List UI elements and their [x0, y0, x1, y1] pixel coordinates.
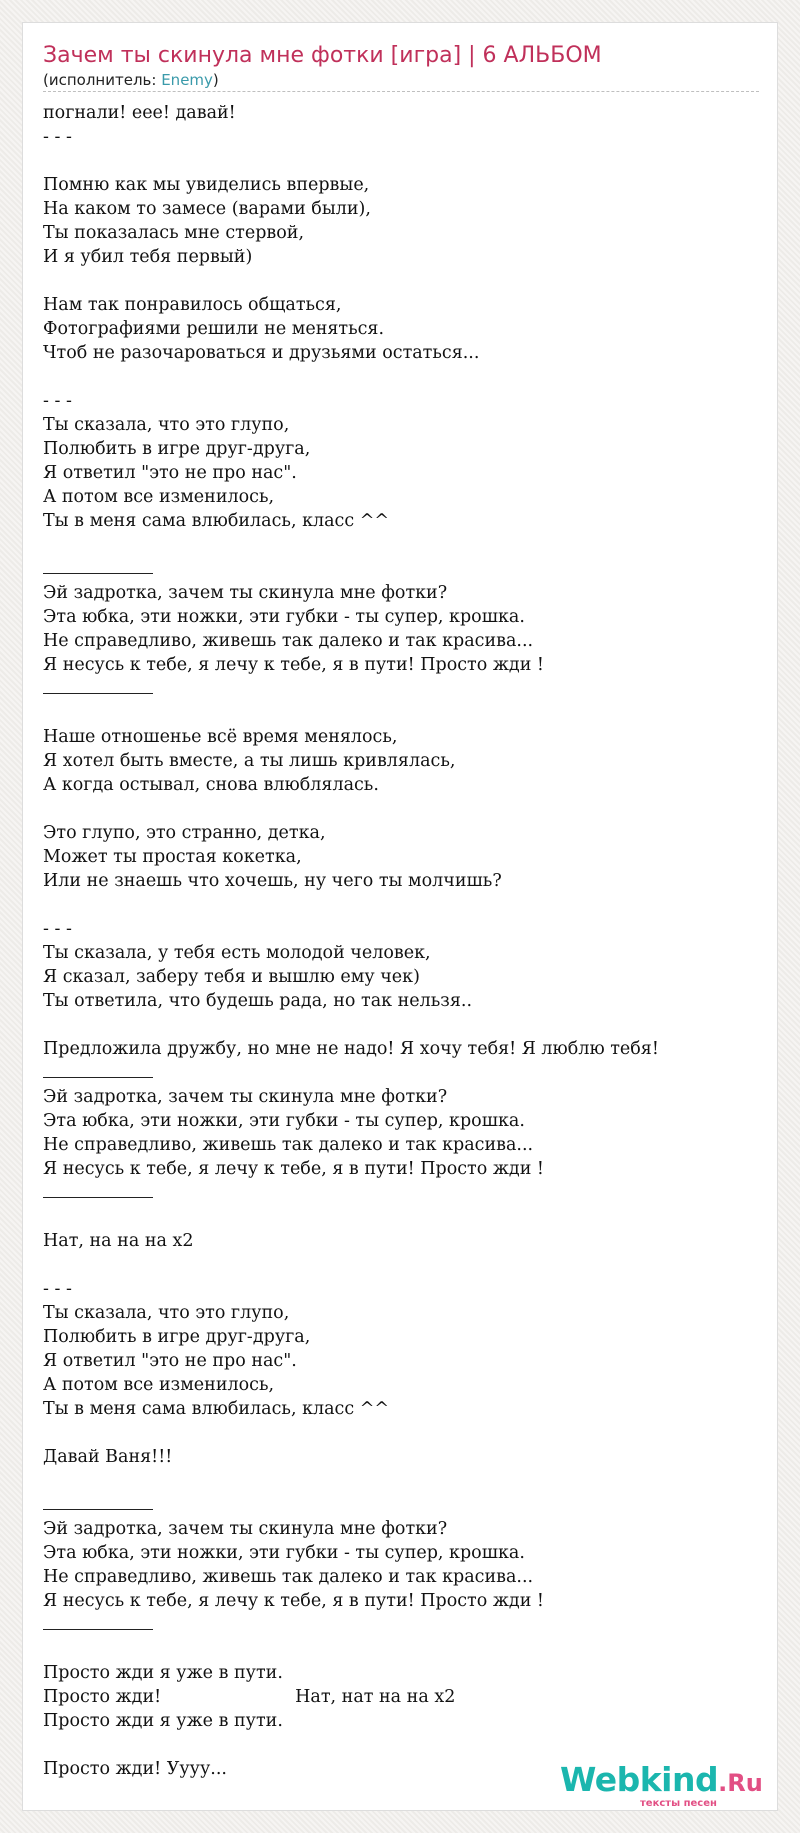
blank-line [43, 1013, 659, 1037]
lyric-line: Предложила дружбу, но мне не надо! Я хочу тебя! Я люблю тебя! [43, 1039, 659, 1059]
lyric-line: Чтоб не разочароваться и друзьями остаться... [43, 343, 480, 363]
header-divider [43, 91, 759, 92]
lyric-line: Не справедливо, живешь так далеко и так красива... [43, 1135, 534, 1155]
lyric-line: Не справедливо, живешь так далеко и так красива... [43, 631, 534, 651]
lyric-line: Давай Ваня!!! [43, 1447, 173, 1467]
lyric-line: Эй задротка, зачем ты скинула мне фотки? [43, 1519, 448, 1539]
lyric-line: Просто жди я уже в пути. [43, 1711, 283, 1731]
lyric-line: - - - [43, 127, 72, 147]
chorus-rule [43, 1181, 153, 1198]
lyric-line: Ты сказала, что это глупо, [43, 1303, 290, 1323]
chorus-rule [43, 1613, 153, 1630]
blank-line [43, 1421, 659, 1445]
lyric-line: Это глупо, это странно, детка, [43, 823, 326, 843]
blank-line [43, 533, 659, 557]
chorus-rule-line [43, 557, 659, 581]
blank-line [43, 1637, 659, 1661]
lyric-line: - - - [43, 391, 72, 411]
lyric-line: Я ответил "это не про нас". [43, 1351, 297, 1371]
lyric-line: Я несусь к тебе, я лечу к тебе, я в пути! Просто жди ! [43, 655, 544, 675]
logo-tagline: тексты песен [640, 1798, 717, 1809]
lyric-line: Ты в меня сама влюбилась, класс ^^ [43, 1399, 390, 1419]
lyric-line: Нат, на на на х2 [43, 1231, 194, 1251]
lyric-line: Наше отношенье всё время менялось, [43, 727, 398, 747]
lyric-line: Ты в меня сама влюбилась, класс ^^ [43, 511, 390, 531]
logo-domain: .Ru [718, 1769, 763, 1797]
lyric-line: Эта юбка, эти ножки, эти губки - ты супер, крошка. [43, 607, 525, 627]
lyric-line: Или не знаешь что хочешь, ну чего ты молчишь? [43, 871, 502, 891]
chorus-rule [43, 1061, 153, 1078]
chorus-rule [43, 557, 153, 574]
lyric-line: Просто жди я уже в пути. [43, 1663, 283, 1683]
chorus-rule-line [43, 1061, 659, 1085]
lyric-line: Может ты простая кокетка, [43, 847, 302, 867]
song-title: Зачем ты скинула мне фотки [игра] | 6 АЛЬБОМ [43, 43, 602, 68]
blank-line [43, 365, 659, 389]
lyric-line: Я несусь к тебе, я лечу к тебе, я в пути! Просто жди ! [43, 1591, 544, 1611]
lyric-line: Я сказал, заберу тебя и вышлю ему чек) [43, 967, 420, 987]
lyric-line: Не справедливо, живешь так далеко и так красива... [43, 1567, 534, 1587]
lyric-line: Ты сказала, у тебя есть молодой человек, [43, 943, 431, 963]
lyric-line: На каком то замесе (варами были), [43, 199, 371, 219]
lyric-line: погнали! еее! давай! [43, 103, 236, 123]
blank-line [43, 1469, 659, 1493]
lyric-line: Эта юбка, эти ножки, эти губки - ты супер, крошка. [43, 1543, 525, 1563]
lyric-line: Эта юбка, эти ножки, эти губки - ты супер, крошка. [43, 1111, 525, 1131]
blank-line [43, 1253, 659, 1277]
artist-prefix: (исполнитель: [43, 71, 162, 89]
chorus-rule-line [43, 1493, 659, 1517]
lyric-line: Помню как мы увиделись впервые, [43, 175, 370, 195]
lyric-line: Я несусь к тебе, я лечу к тебе, я в пути! Просто жди ! [43, 1159, 544, 1179]
artist-link[interactable]: Enemy [161, 71, 213, 89]
lyric-line: Я хотел быть вместе, а ты лишь кривлялась, [43, 751, 456, 771]
logo-wordmark: Webkind [560, 1760, 719, 1799]
artist-line [43, 71, 219, 89]
chorus-rule-line [43, 1613, 659, 1637]
blank-line [43, 269, 659, 293]
chorus-rule [43, 677, 153, 694]
lyric-line: Эй задротка, зачем ты скинула мне фотки? [43, 583, 448, 603]
lyric-line: Ты показалась мне стервой, [43, 223, 305, 243]
lyric-line: А потом все изменилось, [43, 1375, 275, 1395]
blank-line [43, 701, 659, 725]
lyric-line: - - - [43, 1279, 72, 1299]
chorus-rule-line [43, 677, 659, 701]
lyrics-text [43, 101, 659, 1781]
lyric-line: Я ответил "это не про нас". [43, 463, 297, 483]
chorus-rule [43, 1493, 153, 1510]
lyric-line: Нам так понравилось общаться, [43, 295, 342, 315]
webkind-logo[interactable] [560, 1760, 763, 1809]
lyric-line: И я убил тебя первый) [43, 247, 253, 267]
lyric-line: А когда остывал, снова влюблялась. [43, 775, 379, 795]
blank-line [43, 1205, 659, 1229]
lyric-line: Полюбить в игре друг-друга, [43, 1327, 311, 1347]
lyric-segment: Нат, нат на на х2 [295, 1687, 456, 1707]
lyric-line: Просто жди! Уууу... [43, 1759, 227, 1779]
artist-suffix: ) [212, 71, 219, 89]
blank-line [43, 149, 659, 173]
lyric-line: Эй задротка, зачем ты скинула мне фотки? [43, 1087, 448, 1107]
lyric-line: Ты сказала, что это глупо, [43, 415, 290, 435]
chorus-rule-line [43, 1181, 659, 1205]
blank-line [43, 1733, 659, 1757]
lyric-line: А потом все изменилось, [43, 487, 275, 507]
lyric-line [43, 1685, 659, 1709]
lyric-line: Полюбить в игре друг-друга, [43, 439, 311, 459]
lyric-line: - - - [43, 919, 72, 939]
lyric-line: Фотографиями решили не меняться. [43, 319, 385, 339]
lyrics-card [22, 22, 778, 1811]
blank-line [43, 797, 659, 821]
lyric-line: Ты ответила, что будешь рада, но так нельзя.. [43, 991, 473, 1011]
lyric-segment: Просто жди! [43, 1687, 162, 1707]
blank-line [43, 893, 659, 917]
